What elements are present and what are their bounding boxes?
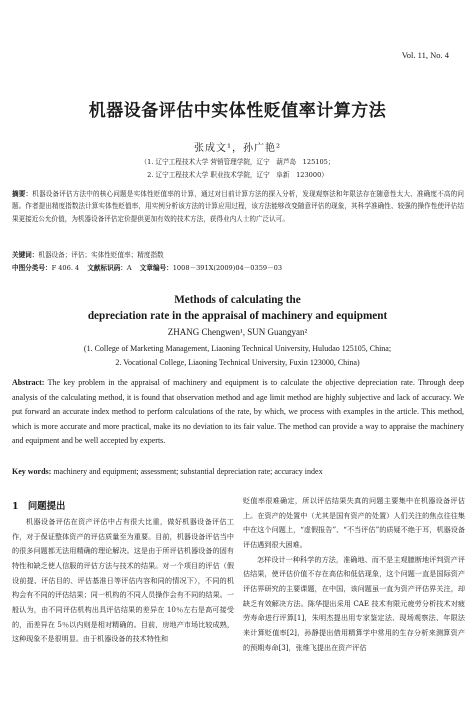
english-keywords-label: Key words: <box>12 467 52 476</box>
english-authors: ZHANG Chengwen¹, SUN Guangyan² <box>167 327 308 337</box>
english-title-line-2: depreciation rate in the appraisal of machinery and equipment <box>87 310 388 322</box>
chinese-keywords-label: 关键词： <box>12 251 39 259</box>
chinese-abstract-label: 摘要： <box>12 190 33 198</box>
body-paragraph: 怎样设计一种科学的方法，准确地、而不是主观臆断地评判资产评估结果，使评估价值不存在高估和低估现象，这个问题一直是国际资产评估界研究的主要课题，在中国，该问题虽一直为资产评估界关注，却缺乏有效解决方法。陈华提出采用 CAE 技术有限元疲劳分析技术对疲劳寿命进行评算[1]，朱明杰提出用专家鉴定法、现场观察法、年限法来计算贬值率[2]，孙静提出借用精算学中常用的生存分析来测算资产的预期寿命[3]，张维飞提出在资产评估 <box>243 554 465 652</box>
chinese-keywords-text: 机器设备；评估；实体性贬值率；精度指数 <box>38 251 164 259</box>
clc-value: F 406. 4 <box>51 264 80 272</box>
section-heading: 1 问题提出 <box>12 501 66 512</box>
body-paragraph: 贬值率很难确定，所以评估结果失真的问题主要集中在机器设备评估上。在资产的处置中（尤其是国有资产的处置）人们关注的焦点往往集中在这个问题上，“虚假报告”、“不当评估”的质疑不绝于耳，机器设备评估遇到很大困难。 <box>243 496 465 549</box>
doc-code-label: 文献标识码： <box>87 264 127 272</box>
english-affiliation-2: 2. Vocational College, Liaoning Technical University, Fuxin 123000, China) <box>115 358 360 367</box>
chinese-affiliation-1: （1. 辽宁工程技术大学 营销管理学院，辽宁 葫芦岛 125105； <box>140 158 335 166</box>
chinese-keywords <box>12 249 464 261</box>
chinese-affiliation-2: 2. 辽宁工程技术大学 职业技术学院，辽宁 阜新 123000） <box>147 171 328 179</box>
english-abstract <box>12 376 464 449</box>
classification-line <box>12 262 464 274</box>
english-abstract-text: The key problem in the appraisal of machinery and equipment is to calculate the objective depreciation rate. Through deep analysis of the calculating method, it is found that observation method and age limit method are highly subjective and lack of accuracy. We put forward an accurate index method to perform calculations of the rate, by which, we process with examples in the article. This method, which is more accurate and more practical, make its no deviation to its fair value. The method can provide a way to appraise the machinery and equipment and be well accepted by experts. <box>12 378 465 446</box>
clc-label: 中图分类号： <box>12 264 52 272</box>
english-keywords-text: machinery and equipment; assessment; substantial depreciation rate; accuracy index <box>53 467 323 476</box>
english-keywords <box>12 466 464 478</box>
body-left-column <box>12 515 234 647</box>
article-number-label: 文章编号： <box>139 264 173 272</box>
body-paragraph: 机器设备评估在资产评估中占有很大比重，做好机器设备评估工作，对于保证整体资产的评估质量至为重要。目前，机器设备评估当中的很多问题都无法用精确的理论解决。这是由于所评估机器设备的固有特性和缺乏使人信服的评估方法与技术的结果。对一个项目的评估（假设前提、评估目的、评估基准日等评估内容和同的情况下），不同的机构会有不同的评估结果；同一机构的不同人员操作会有不同的结果。一般认为，由不同评估机构出具评估结果的差异在 10％左右是高可接受的，而差异在 5％以内则是相对精确的。目前，房地产市场比较成熟，这种现象不是很明显。由于机器设备的技术特性和 <box>12 517 234 644</box>
chinese-abstract-text: 机器设备评估方法中的核心问题是实体性贬值率的计算，通过对目前计算方法的探入分析，发现观察法和年限法存在随意性太大、准确度不高的问题。作者提出精度指数法计算实体性贬值率，用实例分析该方法的计算应用过程，该方法能够改变随意评估的现象，其科学准确性、较强的操作性使评估结果更接近公允价值，为机器设备评估定价提供更加有效的技术方法，获得业内人士的广泛认可。 <box>12 190 465 223</box>
journal-volume: Vol. 11, No. 4 <box>401 50 449 60</box>
chinese-authors: 张成文¹，孙广艳² <box>193 143 282 154</box>
english-abstract-label: Abstract: <box>12 378 45 387</box>
doc-code-value: A <box>126 264 132 272</box>
english-title-line-1: Methods of calculating the <box>174 294 301 306</box>
chinese-abstract <box>12 188 464 225</box>
body-right-column <box>243 494 465 655</box>
chinese-title: 机器设备评估中实体性贬值率计算方法 <box>88 101 387 121</box>
article-number-value: 1008－391X(2009)04－0359－03 <box>172 264 283 272</box>
english-affiliation-1: (1. College of Marketing Management, Liaoning Technical University, Huludao 125105, China; <box>83 344 392 353</box>
